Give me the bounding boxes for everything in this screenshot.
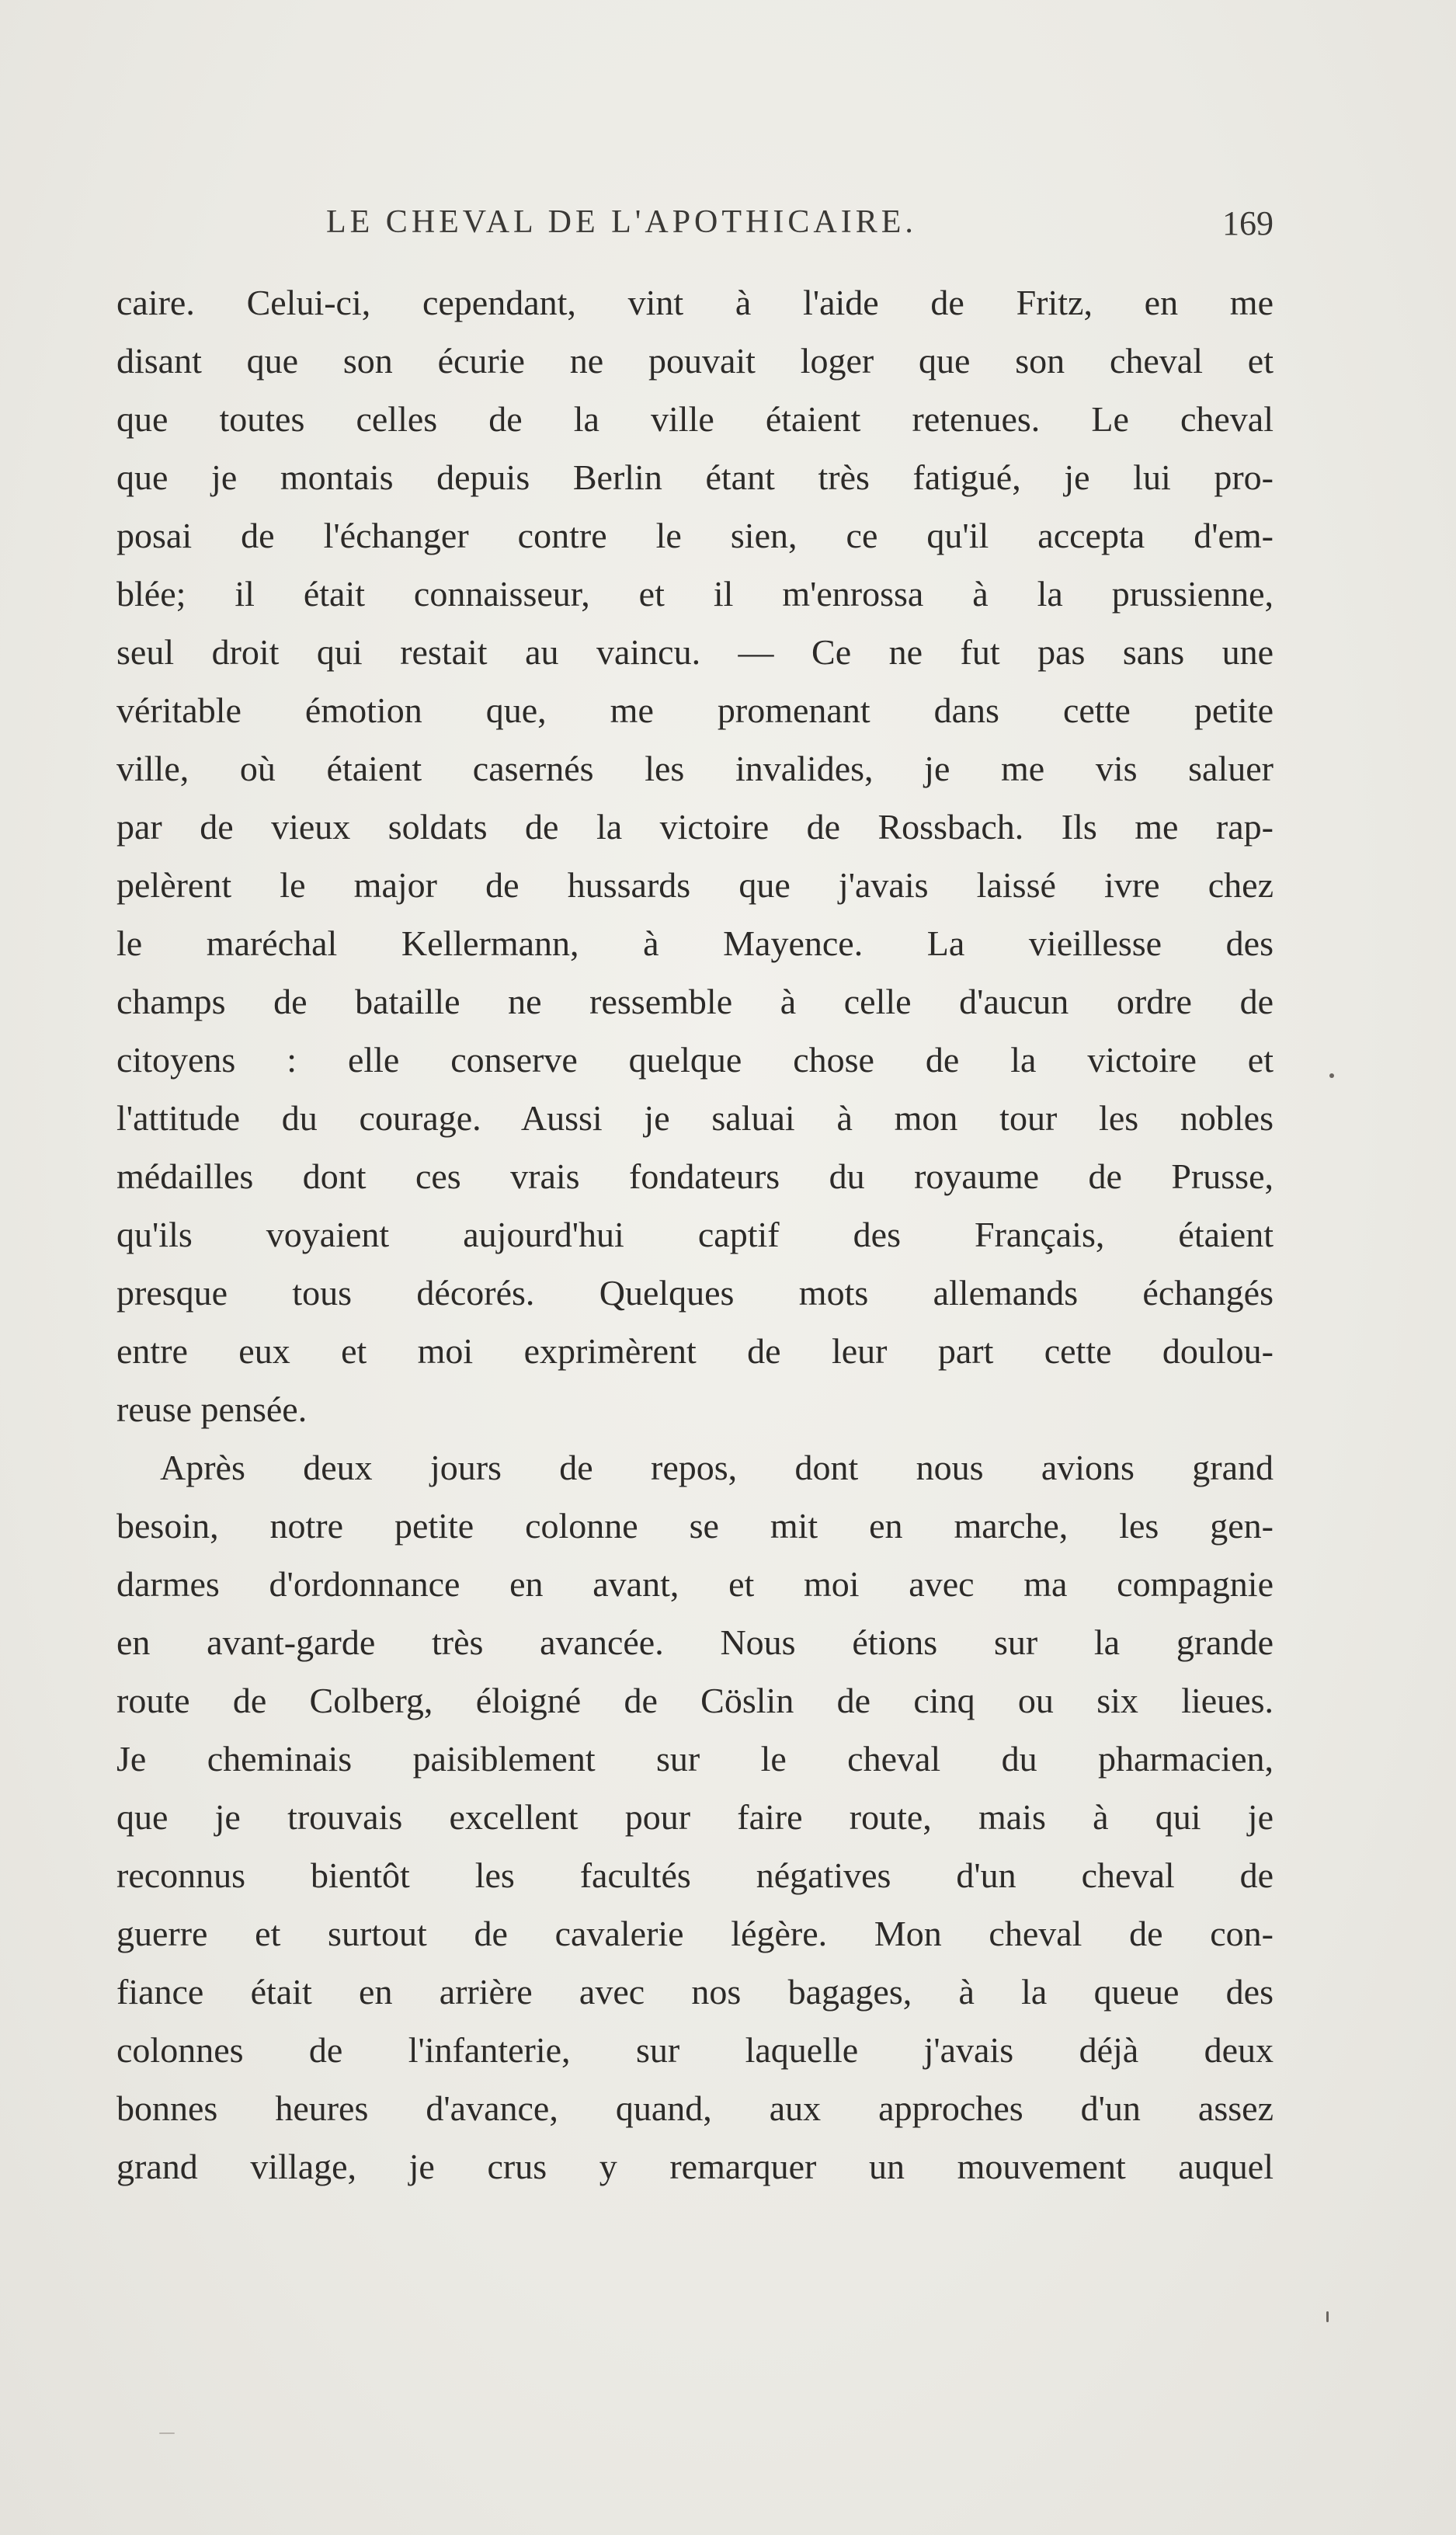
text-line: besoin, notre petite colonne se mit en marche, les gen- xyxy=(116,1506,1274,1546)
text-line: seul droit qui restait au vaincu. — Ce ne fut pas sans une xyxy=(116,632,1274,672)
text-line: par de vieux soldats de la victoire de Rossbach. Ils me rap- xyxy=(116,807,1274,847)
text-line: reuse pensée. xyxy=(116,1389,308,1429)
text-line: que toutes celles de la ville étaient retenues. Le cheval xyxy=(116,399,1274,439)
text-line: Après deux jours de repos, dont nous avions grand xyxy=(160,1448,1274,1487)
text-line: fiance était en arrière avec nos bagages, à la queue des xyxy=(116,1972,1274,2012)
text-line: presque tous décorés. Quelques mots allemands échangés xyxy=(116,1273,1274,1313)
paper-speck xyxy=(1329,1073,1334,1078)
body-text xyxy=(116,273,1274,2246)
text-line: champs de bataille ne ressemble à celle d'aucun ordre de xyxy=(116,982,1274,1021)
text-line: véritable émotion que, me promenant dans cette petite xyxy=(116,690,1274,730)
text-line: citoyens : elle conserve quelque chose de la victoire et xyxy=(116,1040,1274,1080)
text-line: bonnes heures d'avance, quand, aux approches d'un assez xyxy=(116,2088,1274,2128)
text-line: en avant-garde très avancée. Nous étions sur la grande xyxy=(116,1622,1274,1662)
text-line: posai de l'échanger contre le sien, ce qu'il accepta d'em- xyxy=(116,516,1274,555)
text-line: ville, où étaient casernés les invalides, je me vis saluer xyxy=(116,749,1274,788)
text-line: disant que son écurie ne pouvait loger que son cheval et xyxy=(116,341,1274,381)
text-line: l'attitude du courage. Aussi je saluai à mon tour les nobles xyxy=(116,1098,1274,1138)
text-line: caire. Celui-ci, cependant, vint à l'aide de Fritz, en me xyxy=(116,283,1274,322)
paper-speck xyxy=(1326,2311,1329,2322)
text-line: Je cheminais paisiblement sur le cheval du pharmacien, xyxy=(116,1739,1274,1779)
text-line: route de Colberg, éloigné de Cöslin de cinq ou six lieues. xyxy=(116,1681,1274,1720)
text-line: qu'ils voyaient aujourd'hui captif des Français, étaient xyxy=(116,1215,1274,1254)
text-line: blée; il était connaisseur, et il m'enrossa à la prussienne, xyxy=(116,574,1274,614)
text-line: colonnes de l'infanterie, sur laquelle j'avais déjà deux xyxy=(116,2030,1274,2070)
running-title: LE CHEVAL DE L'APOTHICAIRE. xyxy=(326,204,917,240)
text-line: grand village, je crus y remarquer un mouvement auquel xyxy=(116,2147,1274,2186)
text-line: guerre et surtout de cavalerie légère. Mon cheval de con- xyxy=(116,1914,1274,1953)
text-line: le maréchal Kellermann, à Mayence. La vieillesse des xyxy=(116,923,1274,963)
text-line: que je trouvais excellent pour faire route, mais à qui je xyxy=(116,1797,1274,1837)
text-line: médailles dont ces vrais fondateurs du royaume de Prusse, xyxy=(116,1156,1274,1196)
paper-speck xyxy=(159,2432,175,2434)
text-line: darmes d'ordonnance en avant, et moi avec ma compagnie xyxy=(116,1564,1274,1604)
page-header xyxy=(116,203,1274,258)
text-line: que je montais depuis Berlin étant très fatigué, je lui pro- xyxy=(116,457,1274,497)
text-line: reconnus bientôt les facultés négatives d'un cheval de xyxy=(116,1855,1274,1895)
page-number: 169 xyxy=(1222,204,1274,242)
text-line: pelèrent le major de hussards que j'avais laissé ivre chez xyxy=(116,865,1274,905)
text-line: entre eux et moi exprimèrent de leur part cette doulou- xyxy=(116,1331,1274,1371)
